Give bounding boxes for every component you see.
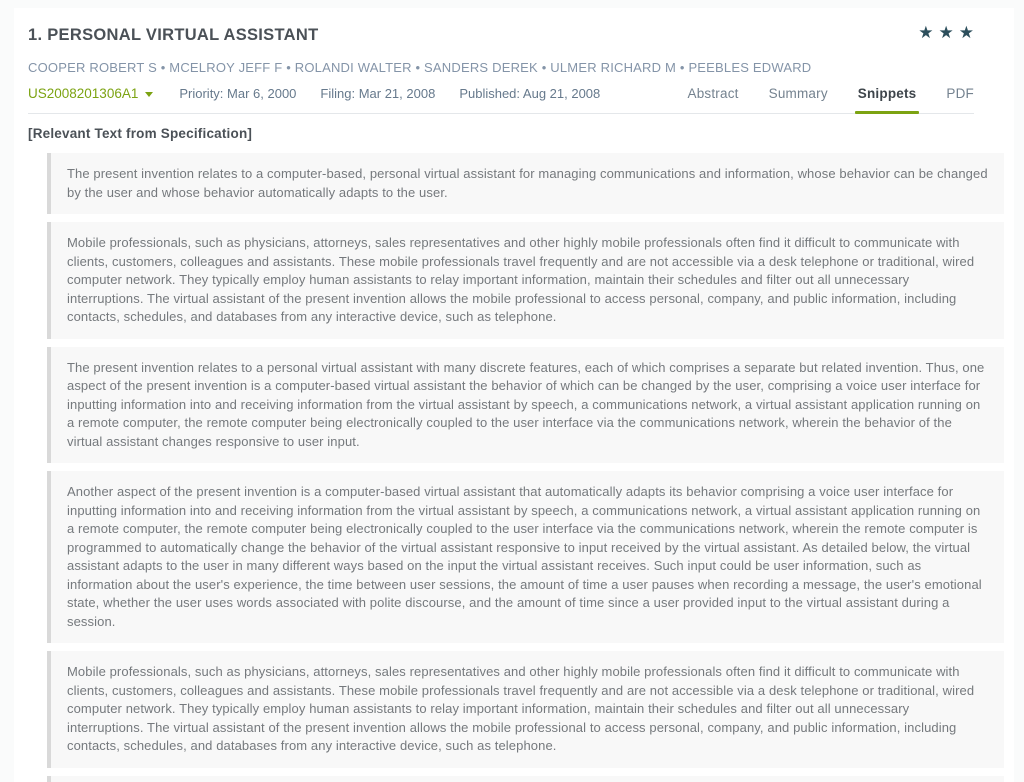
tab-bar bbox=[687, 86, 974, 101]
dropdown-caret-icon bbox=[145, 92, 153, 97]
snippet: Mobile professionals, such as physicians, attorneys, sales representatives and other highly mobile professionals often find it difficult to communicate with clients, customers, colleagues and assistants. These mobile professionals travel frequently and are not accessible via a desk telephone or traditional, wired computer network. They typically employ human assistants to relay important information, maintain their schedules and filter out all unnecessary interruptions. The virtual assistant of the present invention allows the mobile professional to access personal, company, and public information, including contacts, schedules, and databases from any interactive device, such as telephone. bbox=[47, 222, 1004, 339]
tab-snippets[interactable]: Snippets bbox=[857, 86, 917, 101]
snippets-section bbox=[14, 126, 1014, 782]
rating[interactable] bbox=[918, 24, 974, 41]
patent-header bbox=[14, 8, 1014, 114]
patent-title: 1. PERSONAL VIRTUAL ASSISTANT bbox=[28, 26, 319, 44]
tab-pdf[interactable]: PDF bbox=[946, 86, 974, 101]
snippet: The present invention relates to a personal virtual assistant with many discrete features, each of which comprises a separate but related invention. Thus, one aspect of the present invention is a computer-based virtual assistant the behavior of which can be changed by the user, comprising a voice user interface for inputting information into and receiving information from the virtual assistant by speech, a communications network, a virtual assistant application running on a remote computer, the remote computer being electronically coupled to the user interface via the communications network, wherein the behavior of the virtual assistant changes responsive to user input. bbox=[47, 347, 1004, 464]
snippet: Mobile professionals, such as physicians, attorneys, sales representatives and other highly mobile professionals often find it difficult to communicate with clients, customers, colleagues and assistants. These mobile professionals travel frequently and are not accessible via a desk telephone or traditional, wired computer network. They typically employ human assistants to relay important information, maintain their schedules and filter out all unnecessary interruptions. The virtual assistant of the present invention allows the mobile professional to access personal, company, and public information, including contacts, schedules, and databases from any interactive device, such as telephone. bbox=[47, 651, 1004, 768]
snippet-list bbox=[28, 153, 1004, 782]
patent-number-dropdown[interactable] bbox=[28, 86, 153, 101]
priority-date: Priority: Mar 6, 2000 bbox=[179, 86, 297, 101]
snippet-partial bbox=[47, 776, 1004, 782]
filing-date: Filing: Mar 21, 2008 bbox=[320, 86, 436, 101]
patent-number-label: US2008201306A1 bbox=[28, 86, 139, 101]
tab-abstract[interactable]: Abstract bbox=[687, 86, 739, 101]
patent-result-card bbox=[14, 8, 1014, 782]
inventors-list: COOPER ROBERT S • MCELROY JEFF F • ROLANDI WALTER • SANDERS DEREK • ULMER RICHARD M • PEEBLES EDWARD bbox=[28, 60, 812, 75]
star-icon: ★ bbox=[958, 23, 974, 42]
star-icon: ★ bbox=[938, 23, 954, 42]
snippet: Another aspect of the present invention is a computer-based virtual assistant that automatically adapts its behavior comprising a voice user interface for inputting information into and receiving information from the virtual assistant by speech, a communications network, a virtual assistant application running on a remote computer, the remote computer being electronically coupled to the user interface via the communications network, wherein the remote computer is programmed to automatically change the behavior of the virtual assistant responsive to input received by the virtual assistant. As detailed below, the virtual assistant adapts to the user in many different ways based on the input the virtual assistant receives. Such input could be user information, such as information about the user's experience, the time between user sessions, the amount of time a user pauses when recording a message, the user's emotional state, whether the user uses words associated with polite discourse, and the amount of time since a user provided input to the virtual assistant during a session. bbox=[47, 471, 1004, 643]
star-icon: ★ bbox=[918, 23, 934, 42]
title-row bbox=[28, 23, 974, 45]
snippet: The present invention relates to a computer-based, personal virtual assistant for managing communications and information, whose behavior can be changed by the user and whose behavior automatically adapts to the user. bbox=[47, 153, 1004, 214]
section-heading: [Relevant Text from Specification] bbox=[28, 126, 253, 141]
meta-row bbox=[28, 86, 974, 114]
tab-summary[interactable]: Summary bbox=[768, 86, 828, 101]
published-date: Published: Aug 21, 2008 bbox=[459, 86, 601, 101]
